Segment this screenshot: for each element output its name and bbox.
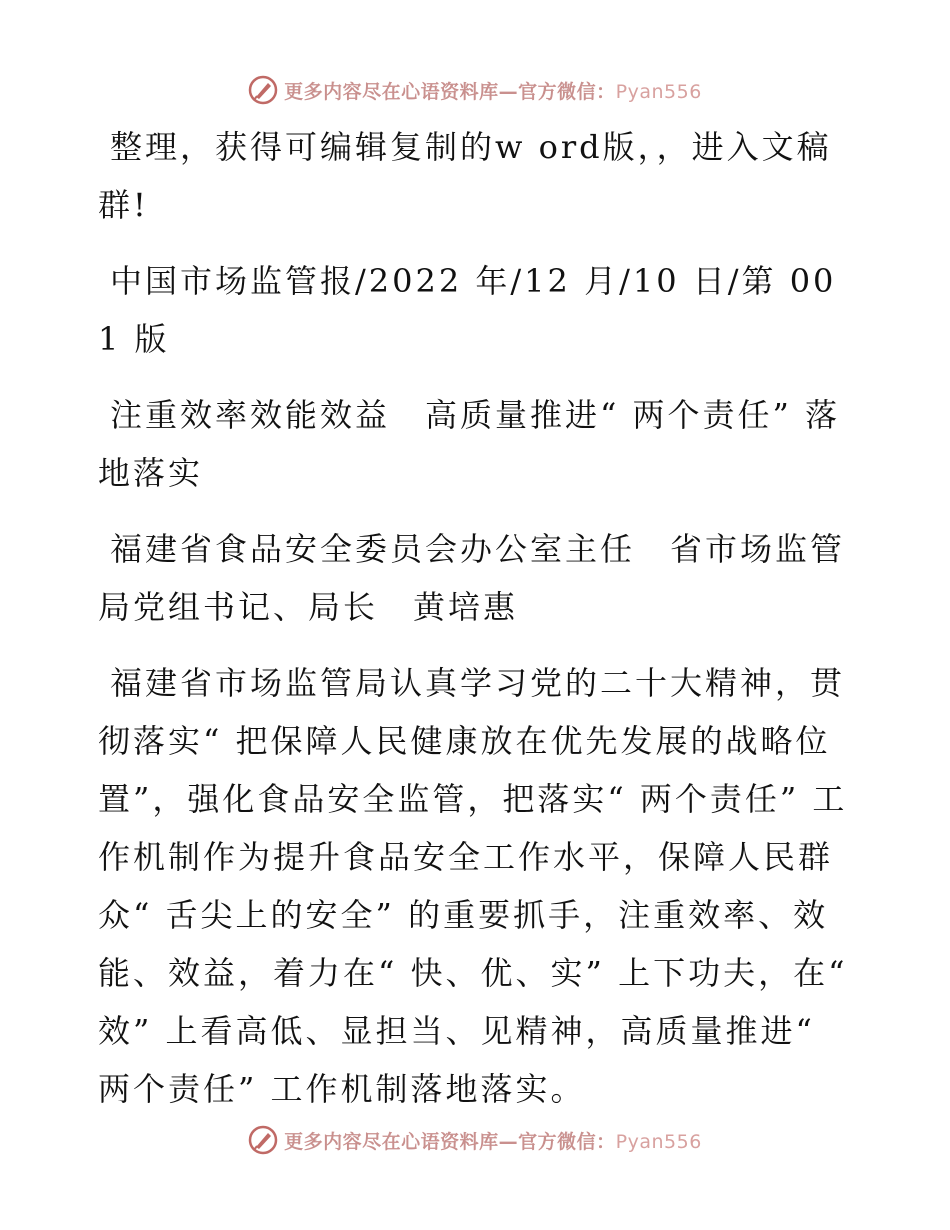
header-watermark [0,70,950,110]
watermark-handle: Pyan556 [615,1130,702,1153]
quill-pen-logo-icon [248,1125,278,1155]
footer-watermark [0,1120,950,1160]
body-paragraph: 福建省市场监管局认真学习党的二十大精神，贯彻落实“ 把保障人民健康放在优先发展的战略位置”，强化食品安全监管，把落实“ 两个责任” 工作机制作为提升食品安全工作水平，保障人民群众“ 舌尖上的安全” 的重要抓手，注重效率、效能、效益，着力在“ 快、优、实” 上下功夫，在“ 效” 上看高低、显担当、见精神，高质量推进“ 两个责任” 工作机制落地落实。 [98,664,848,1108]
document-body [98,118,858,1136]
watermark-main-text: 更多内容尽在心语资料库—官方微信： [284,1130,616,1153]
intro-note: 整理，获得可编辑复制的w ord版，，进入文稿群! [98,128,832,224]
watermark-main-text: 更多内容尽在心语资料库—官方微信： [284,80,616,103]
article-title: 注重效率效能效益 高质量推进“ 两个责任” 落地落实 [98,396,841,492]
quill-pen-logo-icon [248,75,278,105]
watermark-handle: Pyan556 [615,80,702,103]
watermark-text [284,77,702,104]
author-line: 福建省食品安全委员会办公室主任 省市场监管局党组书记、局长 黄培惠 [98,530,846,626]
watermark-text [284,1127,702,1154]
source-line: 中国市场监管报/2022 年/12 月/10 日/第 001 版 [98,262,837,358]
